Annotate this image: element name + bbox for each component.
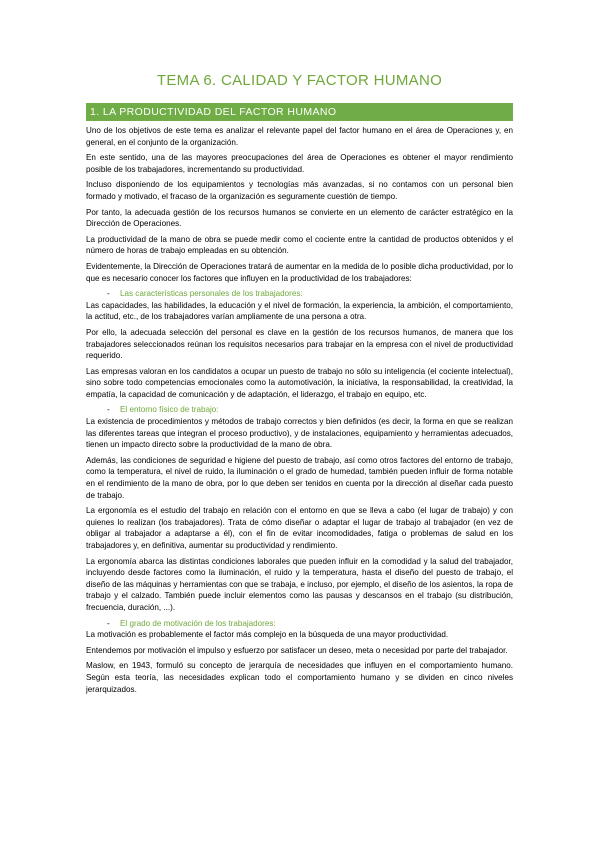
subheading-label: El grado de motivación de los trabajadores:: [120, 618, 276, 628]
paragraph: Incluso disponiendo de los equipamientos y tecnologías más avanzadas, si no contamos con un personal bien formado y motivado, el fracaso de la organización es seguramente cuestión de tiempo.: [86, 180, 513, 201]
paragraph: La ergonomía abarca las distintas condiciones laborales que pueden influir en la comodidad y la salud del trabajador, incluyendo desde factores como la iluminación, el ruido y la temperatura, hasta el diseño del puesto de trabajo, el diseño de las máquinas y herramientas con que se trabaja, e incluso, por ejemplo, el diseño de los asientos, la ropa de trabajo y el calzado. También puede incluir elementos como las pausas y descansos en el trabajo (su distribución, frecuencia, duración, ...).: [86, 556, 513, 612]
section-heading: 1. LA PRODUCTIVIDAD DEL FACTOR HUMANO: [86, 103, 513, 121]
paragraph: La ergonomía es el estudio del trabajo en relación con el entorno en que se lleva a cabo (el lugar de trabajo) y con quienes lo realizan (los trabajadores). Trata de cómo diseñar o adaptar el lugar de trabajo al trabajador (en vez de obligar al trabajador a adaptarse a él), con el fin de evitar incomodidades, fatiga o problemas de salud en los trabajadores y, en definitiva, aumentar su productividad y rendimiento.: [86, 506, 513, 550]
paragraph: Entendemos por motivación el impulso y esfuerzo por satisfacer un deseo, meta o necesidad por parte del trabajador.: [86, 645, 508, 655]
paragraph: Evidentemente, la Dirección de Operaciones tratará de aumentar en la medida de lo posible dicha productividad, por lo que es necesario conocer los factores que influyen en la productividad de los trabajadores:: [86, 261, 513, 283]
document-body: [86, 125, 513, 699]
bullet-dash: -: [107, 289, 110, 299]
paragraph: Uno de los objetivos de este tema es analizar el relevante papel del factor humano en el área de Operaciones y, en general, en el conjunto de la organización.: [86, 126, 513, 147]
paragraph: La motivación es probablemente el factor más complejo en la búsqueda de una mayor productividad.: [86, 630, 449, 640]
paragraph: Las capacidades, las habilidades, la educación y el nivel de formación, la experiencia, la ambición, el comportamiento, la actitud, etc., de los trabajadores varían ampliamente de una persona a otra.: [86, 300, 513, 322]
paragraph: Por tanto, la adecuada gestión de los recursos humanos se convierte en un elemento de carácter estratégico en la Dirección de Operaciones.: [86, 207, 513, 229]
document-title: TEMA 6. CALIDAD Y FACTOR HUMANO: [156, 72, 443, 89]
subheading-personal-characteristics: [86, 288, 513, 300]
paragraph: Además, las condiciones de seguridad e higiene del puesto de trabajo, así como otros factores del entorno de trabajo, como la temperatura, el nivel de ruido, la iluminación o el grado de humedad, también pueden influir de forma notable en el rendimiento de la mano de obra, por lo que deben ser tenidos en cuenta por la dirección al diseñar cada puesto de trabajo.: [86, 455, 513, 500]
paragraph: Por ello, la adecuada selección del personal es clave en la gestión de los recursos humanos, de manera que los trabajadores seleccionados reúnan los requisitos necesarios para trabajar en la empresa con el nivel de productividad requerido.: [86, 327, 513, 361]
paragraph: Las empresas valoran en los candidatos a ocupar un puesto de trabajo no sólo su inteligencia (el cociente intelectual), sino sobre todo competencias emocionales como la automotivación, la iniciativa, la responsabilidad, la creatividad, la empatía, la capacidad de comunicación y de adaptación, el liderazgo, el trabajo en equipo, etc.: [86, 366, 513, 399]
paragraph: En este sentido, una de las mayores preocupaciones del área de Operaciones es obtener el mayor rendimiento posible de los trabajadores, incrementando su productividad.: [86, 153, 513, 174]
bullet-dash: -: [107, 618, 110, 628]
subheading-label: El entorno físico de trabajo:: [120, 405, 219, 415]
bullet-dash: -: [107, 405, 110, 415]
subheading-motivation: [86, 618, 513, 630]
paragraph: La existencia de procedimientos y métodos de trabajo correctos y bien definidos (es decir, la forma en que se realizan las diferentes tareas que integran el proceso productivo), y de instalaciones, equipamiento y herramientas adecuados, tienen un impacto directo sobre la productividad de la mano de obra.: [86, 417, 513, 450]
paragraph: La productividad de la mano de obra se puede medir como el cociente entre la cantidad de productos obtenidos y el número de horas de trabajo empleadas en su obtención.: [86, 234, 513, 256]
subheading-label: Las características personales de los trabajadores:: [120, 289, 303, 299]
paragraph: Maslow, en 1943, formuló su concepto de jerarquía de necesidades que influyen en el comportamiento humano. Según esta teoría, las necesidades explican todo el comportamiento humano y se dividen en cinco niveles jerarquizados.: [86, 661, 513, 694]
subheading-physical-environment: [86, 404, 513, 416]
